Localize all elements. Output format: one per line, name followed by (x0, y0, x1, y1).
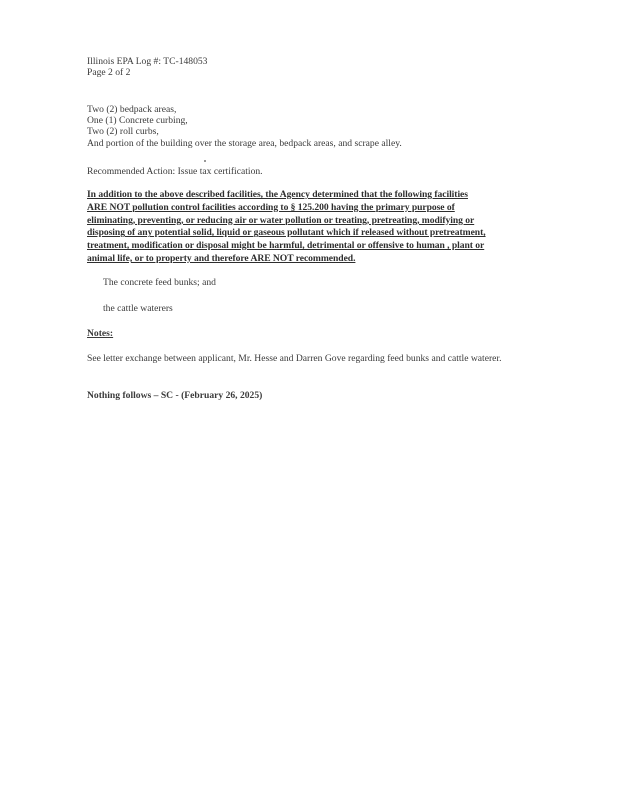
recommended-action: Recommended Action: Issue tax certification. (87, 166, 263, 177)
agency-determination-paragraph (87, 189, 539, 266)
paragraph-line: animal life, or to property and therefore ARE NOT recommended. (87, 252, 356, 264)
paragraph-line: In addition to the above described facilities, the Agency determined that the following facilities (87, 189, 468, 200)
list-item: Two (2) bedpack areas, (87, 104, 177, 115)
page-header (87, 56, 539, 78)
not-recommended-item: the cattle waterers (103, 303, 173, 314)
notes-heading: Notes: (87, 328, 114, 339)
list-item: Two (2) roll curbs, (87, 126, 159, 138)
paragraph-line: treatment, modification or disposal might be harmful, detrimental or offensive to human , plant or (87, 240, 485, 252)
facility-list (87, 104, 539, 149)
log-number: Illinois EPA Log #: TC-148053 (87, 56, 208, 67)
closing-line: Nothing follows – SC - (February 26, 2025) (87, 390, 263, 401)
list-item: And portion of the building over the storage area, bedpack areas, and scrape alley. (87, 137, 402, 149)
page-number: Page 2 of 2 (87, 67, 131, 79)
paragraph-line: ARE NOT pollution control facilities according to § 125.200 having the primary purpose of (87, 201, 455, 213)
not-recommended-item: The concrete feed bunks; and (103, 277, 216, 288)
paragraph-line: eliminating, preventing, or reducing air or water pollution or treating, pretreating, modifying or (87, 214, 475, 226)
paragraph-line: disposing of any potential solid, liquid or gaseous pollutant which if released without pretreatment, (87, 227, 486, 239)
notes-text: See letter exchange between applicant, Mr. Hesse and Darren Gove regarding feed bunks and cattle waterer. (87, 353, 502, 364)
scan-speck (204, 160, 206, 162)
list-item: One (1) Concrete curbing, (87, 115, 188, 127)
